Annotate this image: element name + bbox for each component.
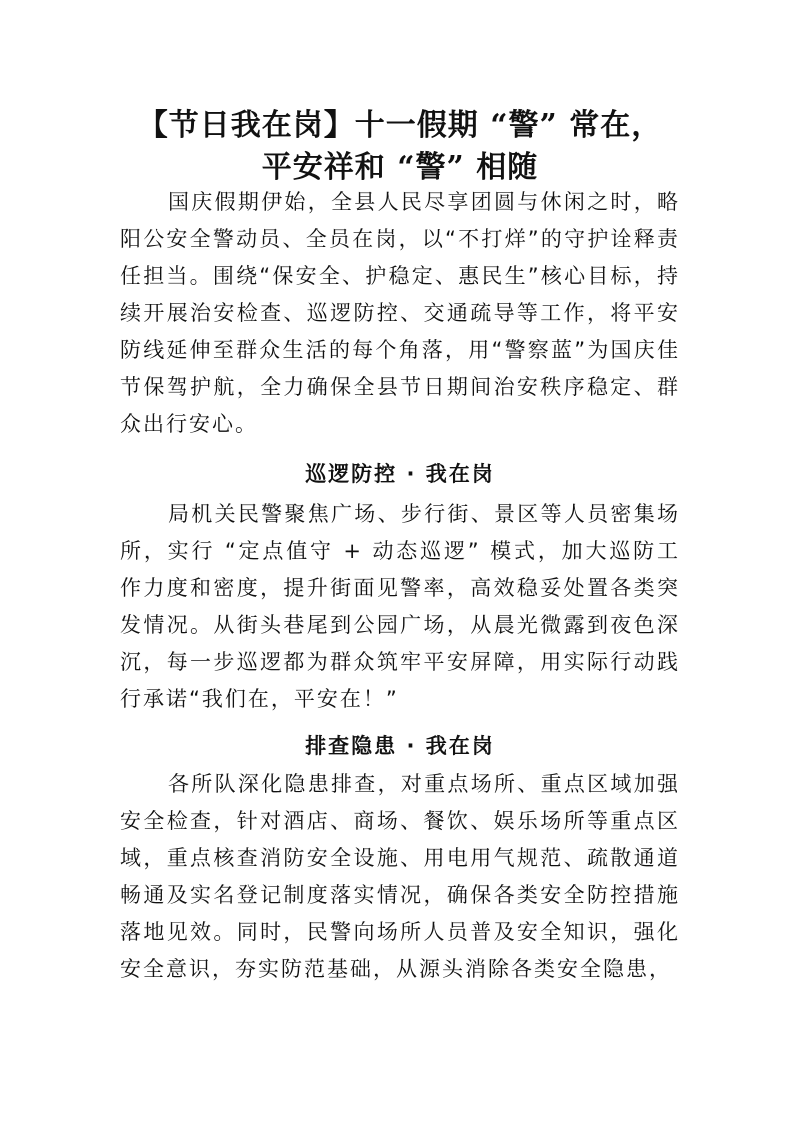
section-paragraph-patrol: 局机关民警聚焦广场、步行街、景区等人员密集场所，实行 “定点值守 + 动态巡逻” 模式，加大巡防工作力度和密度，提升街面见警率，高效稳妥处置各类突发情况。从街头巷尾到公园广场，从晨光微露到夜色深沉，每一步巡逻都为群众筑牢平安屏障，用实际行动践行承诺“我们在，平安在！” (120, 502, 680, 711)
section-heading-patrol: 巡逻防控 · 我在岗 (305, 462, 495, 486)
section-paragraph-inspection: 各所队深化隐患排查，对重点场所、重点区域加强安全检查，针对酒店、商场、餐饮、娱乐场所等重点区域，重点核查消防安全设施、用电用气规范、疏散通道畅通及实名登记制度落实情况，确保各类安全防控措施落地见效。同时，民警向场所人员普及安全知识，强化安全意识，夯实防范基础，从源头消除各类安全隐患， (120, 772, 680, 981)
document-title-line-2: 平安祥和 “警” 相随 (261, 150, 539, 185)
section-heading-inspection: 排查隐患 · 我在岗 (305, 734, 495, 758)
document-title-line-1: 【节日我在岗】十一假期 “警” 常在， (137, 108, 663, 143)
intro-paragraph: 国庆假期伊始，全县人民尽享团圆与休闲之时，略阳公安全警动员、全员在岗，以“不打烊”的守护诠释责任担当。围绕“保安全、护稳定、惠民生”核心目标，持续开展治安检查、巡逻防控、交通疏导等工作，将平安防线延伸至群众生活的每个角落，用“警察蓝”为国庆佳节保驾护航，全力确保全县节日期间治安秩序稳定、群众出行安心。 (120, 190, 680, 436)
